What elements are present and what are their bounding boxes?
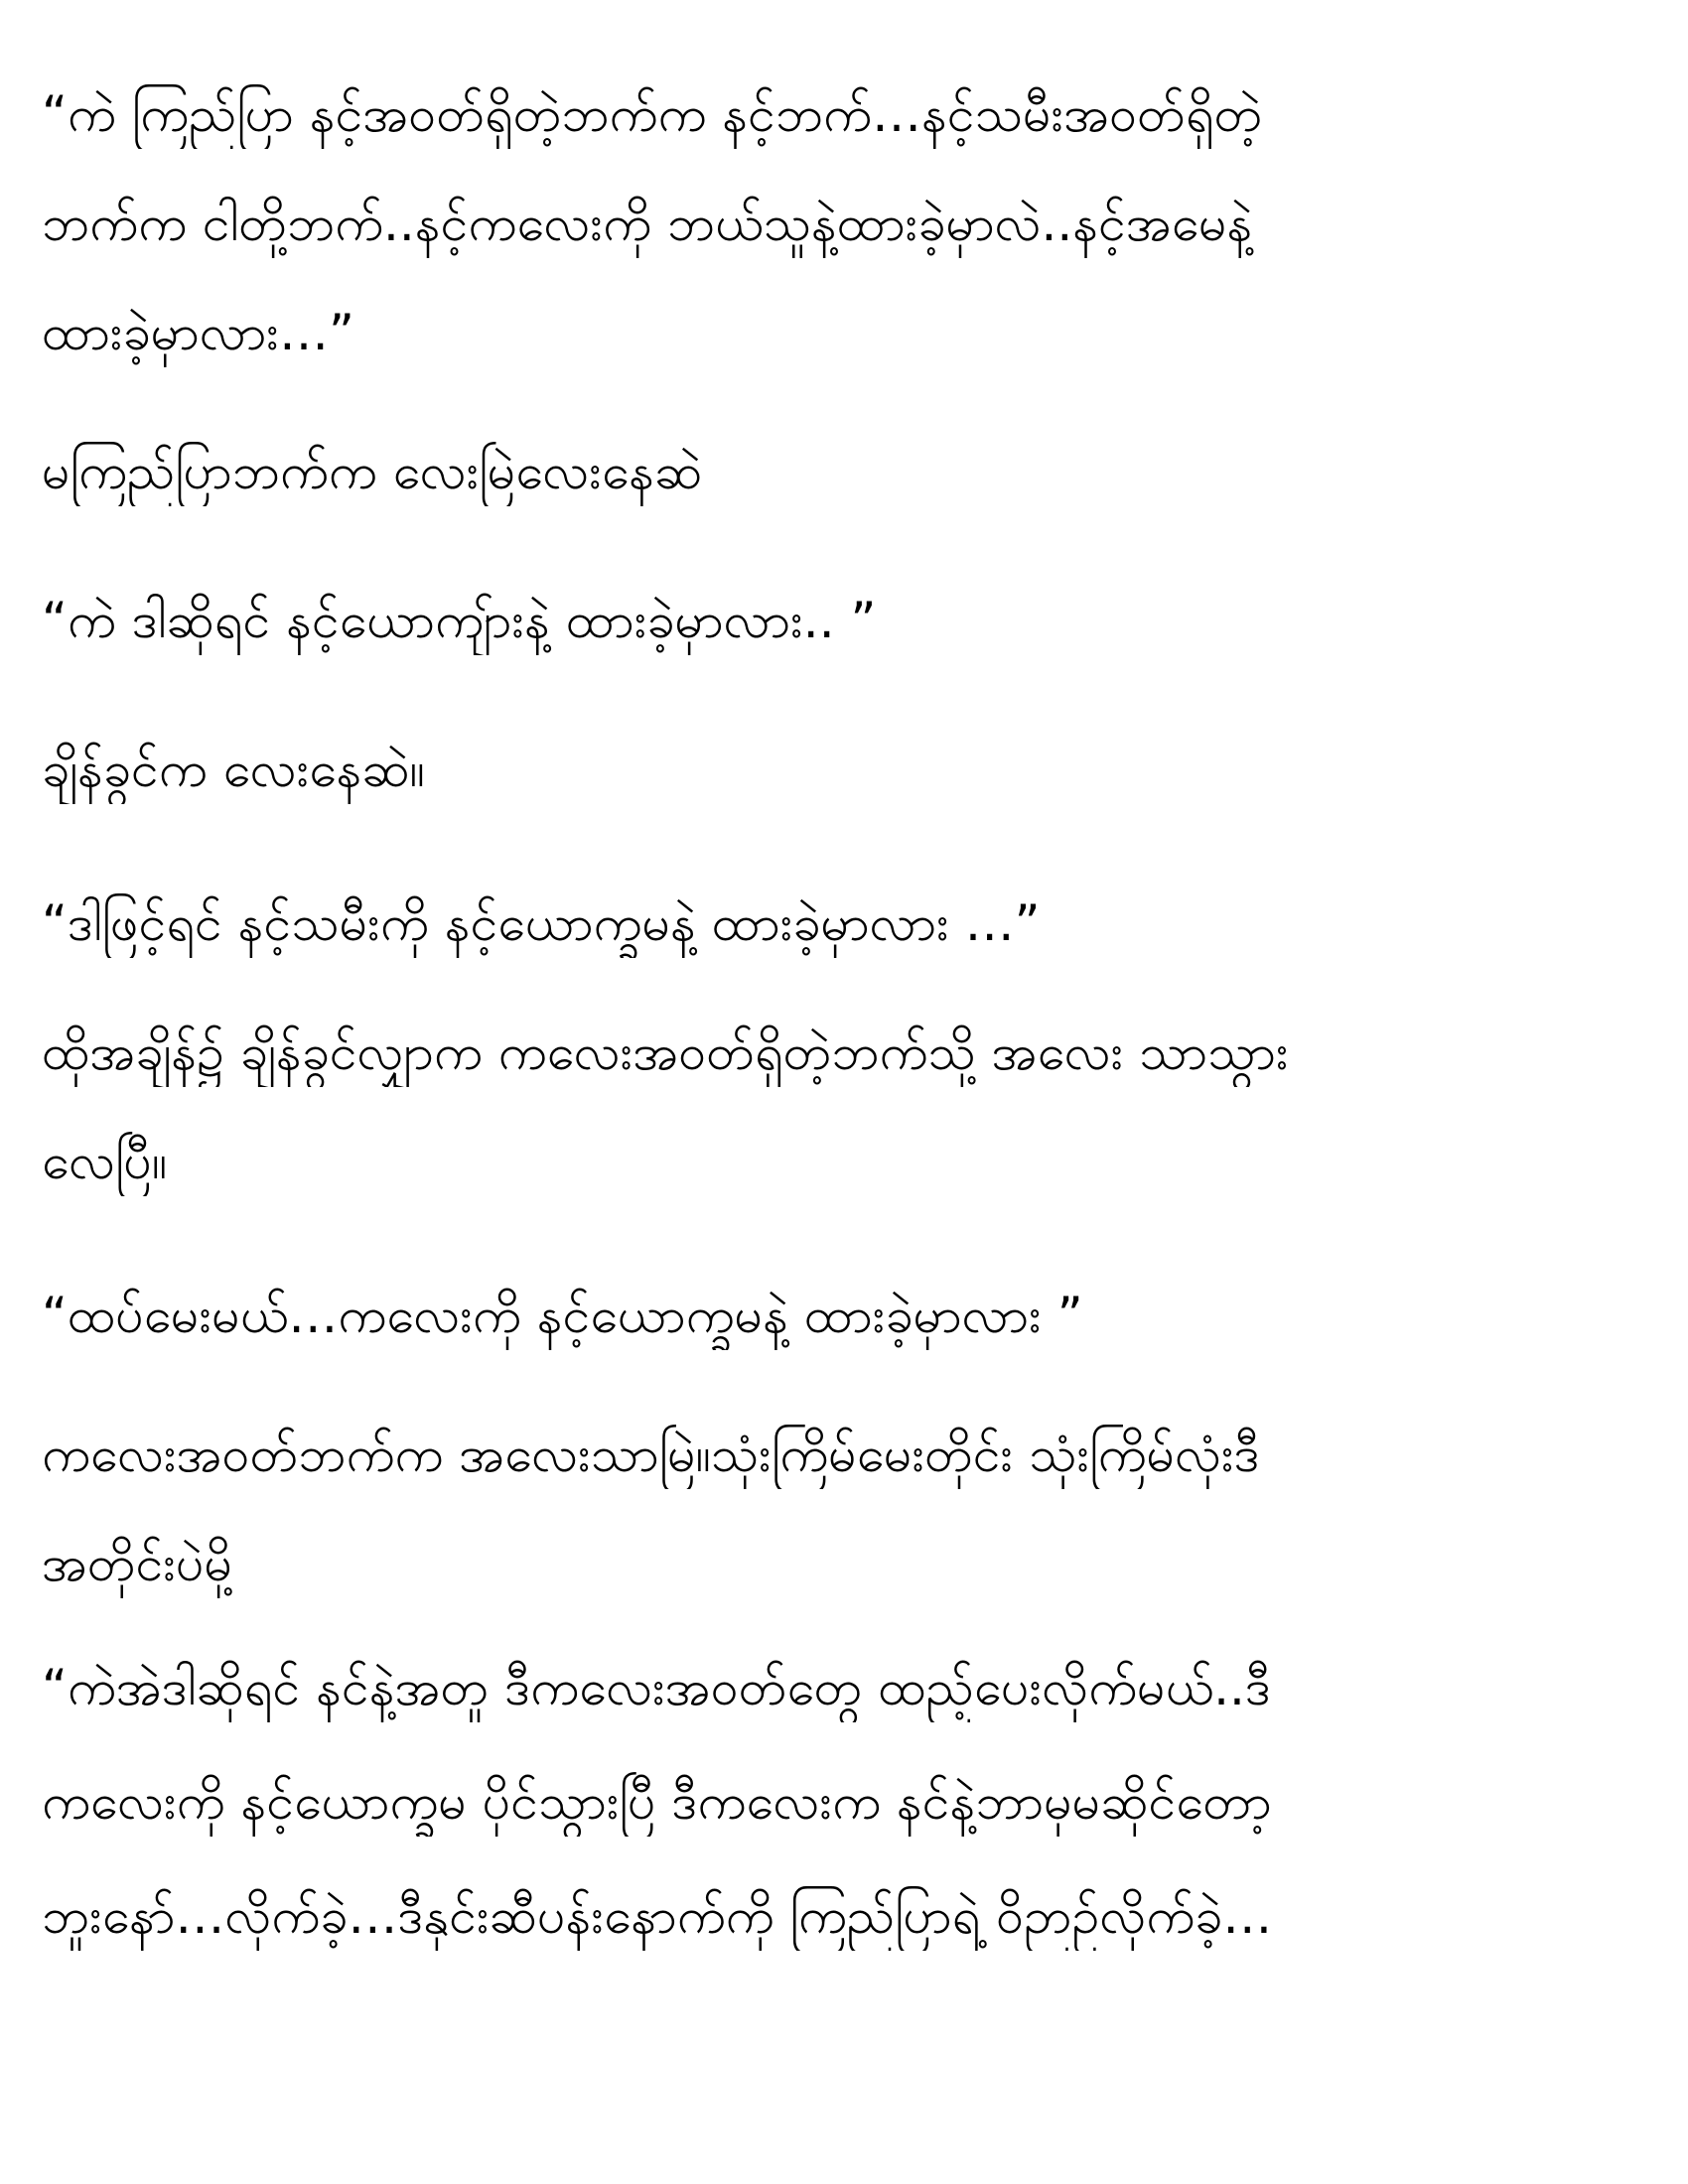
text-line: ထားခဲ့မှာလား…”	[42, 304, 354, 361]
text-line: “ဒါဖြင့်ရင် နင့်သမီးကို နင့်ယောက္ခမနဲ့ ထားခဲ့မှာလား …”	[42, 894, 1041, 952]
text-line: “ကဲ ဒါဆိုရင် နင့်ယောကျ်ားနဲ့ ထားခဲ့မှာလား.. ”	[42, 592, 877, 649]
text-line: ဘူးနော်…လိုက်ခဲ့…ဒီနှင်းဆီပန်းနောက်ကို ကြည်ပြာရဲ့ ဝိဉာဉ်လိုက်ခဲ့…	[42, 1887, 1273, 1945]
text-line: “ကဲအဲဒါဆိုရင် နင်နဲ့အတူ ဒီကလေးအဝတ်တွေ ထည့်ပေးလိုက်မယ်..ဒီ	[42, 1659, 1271, 1716]
text-line: ကလေးအဝတ်ဘက်က အလေးသာမြဲ။သုံးကြိမ်မေးတိုင်း သုံးကြိမ်လုံးဒီ	[42, 1426, 1260, 1483]
text-line: မကြည်ပြာဘက်က လေးမြဲလေးနေဆဲ	[42, 443, 703, 500]
text-line: ကလေးကို နင့်ယောက္ခမ ပိုင်သွားပြီ ဒီကလေးက နင်နဲ့ဘာမှမဆိုင်တော့	[42, 1773, 1272, 1831]
text-line: လေပြီ။	[42, 1133, 168, 1190]
text-line: “ထပ်မေးမယ်…ကလေးကို နင့်ယောက္ခမနဲ့ ထားခဲ့မှာလား ”	[42, 1287, 1083, 1344]
text-line: အတိုင်းပဲမို့	[42, 1535, 233, 1592]
text-line: ချိန်ခွင်က လေးနေဆဲ။	[42, 741, 425, 798]
text-line: ထိုအချိန်၌ ချိန်ခွင်လျှာက ကလေးအဝတ်ရှိတဲ့ဘက်သို့ အလေး သာသွား	[42, 1024, 1289, 1081]
text-line: “ကဲ ကြည်ပြာ နင့်အဝတ်ရှိတဲ့ဘက်က နင့်ဘက်…နင့်သမီးအဝတ်ရှိတဲ့	[42, 85, 1263, 143]
text-line: ဘက်က ငါတို့ဘက်..နင့်ကလေးကို ဘယ်သူနဲ့ထားခဲ့မှာလဲ..နင့်အမေနဲ့	[42, 195, 1253, 252]
